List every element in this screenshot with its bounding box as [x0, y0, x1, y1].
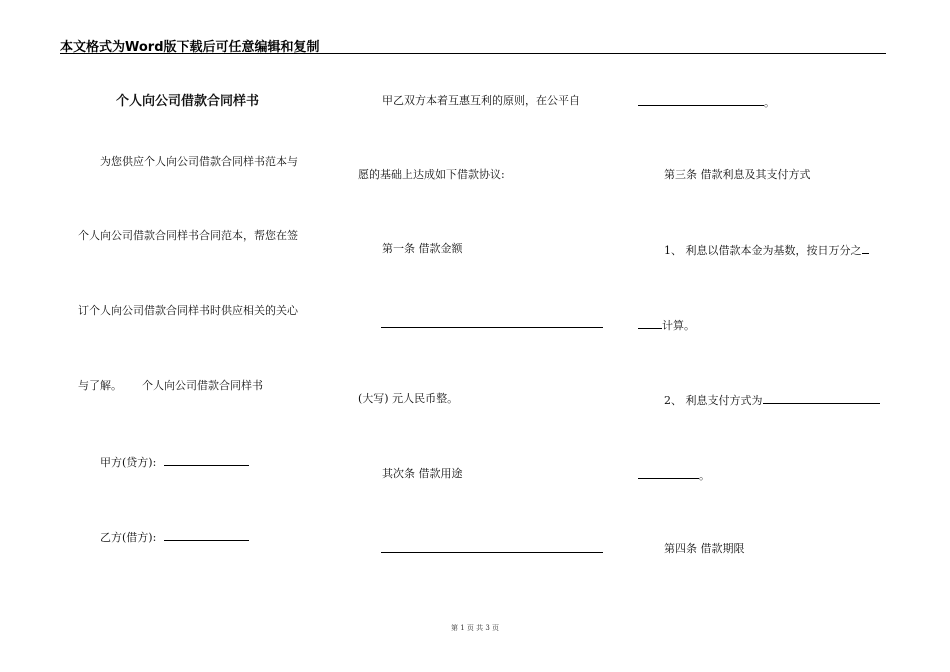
- party-b-blank[interactable]: [164, 529, 249, 541]
- interest-calc-text: 计算。: [662, 319, 695, 332]
- party-a-label: 甲方(贷方):: [100, 456, 157, 469]
- interest-rate-text: 1、 利息以借款本金为基数，按日万分之: [664, 244, 862, 257]
- interest-payment-continuation: [638, 467, 710, 482]
- agreement-line-2: 愿的基础上达成如下借款协议:: [358, 168, 505, 181]
- intro-line-2: 个人向公司借款合同样书合同范本，帮您在签: [78, 229, 298, 242]
- party-b-line: [100, 529, 249, 544]
- interest-payment-text: 2、 利息支付方式为: [664, 394, 763, 407]
- document-header: 本文格式为Word版下载后可任意编辑和复制: [60, 40, 320, 55]
- agreement-line-1: 甲乙双方本着互惠互利的原则，在公平自: [382, 94, 580, 107]
- loan-amount-blank[interactable]: [381, 327, 603, 328]
- header-divider: [60, 53, 886, 54]
- interest-payment-line: [664, 392, 880, 407]
- intro-line-4-text: 与了解。: [78, 379, 122, 392]
- intro-line-4-title: 个人向公司借款合同样书: [142, 379, 263, 392]
- intro-line-3: 订个人向公司借款合同样书时供应相关的关心: [78, 304, 298, 317]
- party-a-line: [100, 454, 249, 469]
- interest-line-2: [638, 317, 695, 332]
- intro-line-4: [78, 379, 263, 392]
- interest-rate-blank-start[interactable]: [862, 242, 869, 254]
- interest-payment-blank-2[interactable]: [638, 467, 699, 479]
- intro-line-1: 为您供应个人向公司借款合同样书范本与: [100, 155, 298, 168]
- loan-purpose-blank[interactable]: [381, 552, 603, 553]
- purpose-period: 。: [764, 96, 775, 109]
- article-4-heading: 第四条 借款期限: [664, 542, 745, 555]
- contract-title: 个人向公司借款合同样书: [116, 94, 260, 109]
- amount-capital-line: (大写) 元人民币整。: [358, 392, 459, 405]
- party-b-label: 乙方(借方):: [100, 531, 157, 544]
- purpose-continuation-blank[interactable]: [638, 94, 764, 106]
- page-number: 第 1 页 共 3 页: [450, 624, 500, 632]
- article-2-heading: 其次条 借款用途: [382, 467, 463, 480]
- purpose-continuation-line: [638, 94, 775, 109]
- interest-line-1: [664, 242, 869, 257]
- article-1-heading: 第一条 借款金额: [382, 242, 463, 255]
- interest-payment-blank[interactable]: [763, 392, 880, 404]
- party-a-blank[interactable]: [164, 454, 249, 466]
- interest-rate-blank-end[interactable]: [638, 317, 662, 329]
- article-3-heading: 第三条 借款利息及其支付方式: [664, 168, 811, 181]
- interest-payment-period: 。: [699, 469, 710, 482]
